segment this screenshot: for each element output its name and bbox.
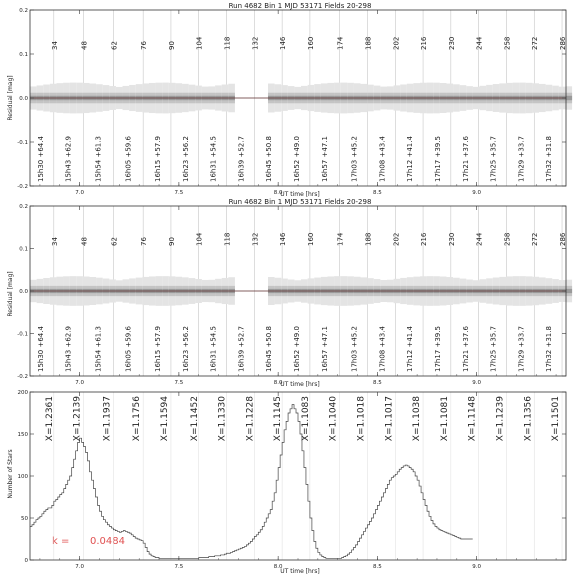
x-tick-label: 9.0: [472, 190, 482, 196]
airmass-label: X=1.2361: [44, 396, 55, 442]
field-number-label: 90: [167, 41, 176, 50]
coordinate-label: 16h52 +49.0: [293, 136, 302, 182]
y-tick-label: 200: [17, 390, 28, 396]
coordinate-label: 17h08 +43.4: [378, 136, 387, 182]
coordinate-label: 16h15 +57.9: [154, 136, 163, 182]
field-number-label: 188: [364, 36, 373, 50]
field-number-label: 230: [447, 36, 456, 50]
coordinate-label: 16h52 +49.0: [293, 326, 302, 372]
panel-1-ylabel: Residual [mag]: [7, 75, 14, 121]
field-number-label: 230: [447, 232, 456, 246]
coordinate-label: 16h31 +54.5: [209, 136, 218, 182]
field-number-label: 272: [531, 232, 540, 246]
coordinate-label: 17h08 +43.4: [378, 326, 387, 372]
panel-1-xlabel: UT time [hrs]: [280, 191, 320, 198]
panel-1-plot: [17, 8, 572, 196]
coordinate-label: 16h05 +59.6: [124, 136, 133, 182]
field-number-label: 146: [279, 36, 288, 50]
y-tick-label: 0.1: [19, 246, 28, 253]
field-number-label: 62: [110, 237, 119, 246]
field-number-label: 132: [251, 232, 260, 246]
y-tick-label: 0.2: [19, 8, 28, 14]
airmass-label: X=1.1040: [328, 396, 339, 442]
coordinate-label: 17h32 +31.8: [545, 136, 554, 182]
y-tick-label: 150: [17, 432, 28, 438]
y-tick-label: -0.2: [17, 374, 28, 380]
y-tick-label: 0: [24, 558, 28, 564]
airmass-label: X=1.1501: [551, 396, 562, 442]
coordinate-label: 16h15 +57.9: [154, 326, 163, 372]
field-number-label: 160: [306, 36, 315, 50]
field-number-label: 76: [140, 237, 149, 246]
coordinate-label: 16h39 +52.7: [237, 326, 246, 372]
coordinate-label: 17h29 +33.7: [517, 326, 526, 372]
y-tick-label: 0.1: [19, 52, 28, 58]
coordinate-label: 16h05 +59.6: [124, 326, 133, 372]
field-number-label: 286: [559, 36, 568, 50]
field-number-label: 160: [306, 232, 315, 246]
y-tick-label: 0.0: [19, 96, 28, 102]
field-number-label: 104: [195, 232, 204, 246]
histogram-panel: [7, 390, 566, 575]
x-tick-label: 7.5: [174, 564, 184, 570]
x-tick-label: 7.5: [174, 190, 184, 196]
x-tick-label: 9.0: [472, 564, 482, 570]
coordinate-label: 17h25 +35.7: [489, 136, 498, 182]
field-number-label: 244: [475, 232, 484, 246]
panel-3-xlabel: UT time [hrs]: [280, 568, 320, 575]
residual-panel-2: [7, 198, 572, 388]
coordinate-label: 16h23 +56.2: [181, 326, 190, 372]
y-tick-label: 0.2: [19, 204, 28, 210]
coordinate-label: 15h54 +61.3: [94, 136, 103, 182]
coordinate-label: 17h29 +33.7: [517, 136, 526, 182]
panel-2-ylabel: Residual [mag]: [7, 271, 14, 317]
coordinate-label: 17h17 +39.5: [433, 136, 442, 182]
panel-3-ylabel: Number of Stars: [7, 449, 14, 499]
field-number-label: 76: [140, 41, 149, 50]
airmass-label: X=1.1083: [300, 396, 311, 442]
field-number-label: 174: [336, 232, 345, 246]
coordinate-label: 16h39 +52.7: [237, 136, 246, 182]
field-number-label: 104: [195, 36, 204, 50]
x-tick-label: 8.0: [273, 564, 283, 570]
field-number-label: 286: [559, 232, 568, 246]
field-number-label: 62: [110, 41, 119, 50]
x-tick-label: 8.5: [373, 380, 382, 386]
y-tick-label: 50: [21, 516, 28, 522]
field-number-label: 34: [50, 41, 59, 50]
coordinate-label: 16h57 +47.1: [320, 326, 329, 372]
field-number-label: 272: [531, 36, 540, 50]
field-number-label: 132: [251, 36, 260, 50]
coordinate-label: 16h45 +50.8: [265, 326, 274, 372]
panel-1-title: Run 4682 Bin 1 MJD 53171 Fields 20-298: [228, 2, 372, 10]
coordinate-label: 16h23 +56.2: [181, 136, 190, 182]
field-number-label: 48: [80, 237, 89, 246]
y-tick-label: -0.2: [17, 184, 28, 190]
airmass-label: X=1.1081: [439, 396, 450, 442]
airmass-label: X=1.1356: [523, 396, 534, 442]
panel-2-xlabel: UT time [hrs]: [280, 381, 320, 388]
x-tick-label: 8.5: [373, 564, 382, 570]
coordinate-label: 17h21 +37.6: [461, 326, 470, 372]
residual-panel-1: [7, 2, 572, 198]
coordinate-label: 16h57 +47.1: [320, 136, 329, 182]
x-tick-label: 7.0: [75, 190, 85, 196]
k-value: 0.0484: [90, 536, 125, 547]
residual-density-core: [565, 96, 572, 100]
coordinate-label: 16h45 +50.8: [265, 136, 274, 182]
field-number-label: 34: [50, 237, 59, 246]
airmass-label: X=1.1937: [102, 396, 113, 442]
coordinate-label: 15h30 +64.4: [36, 326, 45, 372]
panel-2-title: Run 4682 Bin 1 MJD 53171 Fields 20-298: [228, 198, 372, 206]
x-tick-label: 9.0: [472, 380, 482, 386]
y-tick-label: -0.1: [17, 140, 28, 146]
field-number-label: 216: [420, 232, 429, 246]
coordinate-label: 17h12 +41.4: [406, 136, 415, 182]
airmass-label: X=1.2139: [72, 396, 83, 442]
airmass-label: X=1.1017: [384, 396, 395, 442]
y-tick-label: 100: [17, 474, 28, 480]
airmass-label: X=1.1239: [495, 396, 506, 442]
x-tick-label: 8.5: [373, 190, 382, 196]
coordinate-label: 17h03 +45.2: [350, 326, 359, 372]
airmass-label: X=1.1018: [356, 396, 367, 442]
x-tick-label: 8.0: [273, 380, 283, 386]
x-tick-label: 7.0: [75, 564, 85, 570]
x-tick-label: 8.0: [273, 190, 283, 196]
field-number-label: 174: [336, 36, 345, 50]
field-number-label: 202: [392, 36, 401, 50]
airmass-label: X=1.1756: [132, 396, 143, 442]
coordinate-label: 15h30 +64.4: [36, 136, 45, 182]
field-number-label: 118: [223, 36, 232, 50]
airmass-label: X=1.1228: [245, 396, 256, 442]
field-number-label: 188: [364, 232, 373, 246]
coordinate-label: 16h31 +54.5: [209, 326, 218, 372]
field-number-label: 258: [503, 36, 512, 50]
panel-2-plot: [17, 204, 572, 386]
x-tick-label: 7.5: [174, 380, 184, 386]
coordinate-label: 15h43 +62.9: [64, 136, 73, 182]
airmass-label: X=1.1145: [273, 396, 284, 442]
field-number-label: 90: [167, 237, 176, 246]
coordinate-label: 15h54 +61.3: [94, 326, 103, 372]
airmass-label: X=1.1330: [217, 396, 228, 442]
airmass-label: X=1.1452: [189, 396, 200, 442]
coordinate-label: 17h03 +45.2: [350, 136, 359, 182]
k-label: k =: [52, 536, 70, 547]
airmass-label: X=1.1594: [160, 396, 171, 442]
y-tick-label: -0.1: [17, 331, 28, 338]
field-number-label: 48: [80, 41, 89, 50]
coordinate-label: 17h25 +35.7: [489, 326, 498, 372]
field-number-label: 258: [503, 232, 512, 246]
airmass-label: X=1.1038: [412, 396, 423, 442]
field-number-label: 244: [475, 36, 484, 50]
field-number-label: 216: [420, 36, 429, 50]
x-tick-label: 7.0: [75, 380, 85, 386]
residual-density-core: [565, 289, 572, 293]
coordinate-label: 17h17 +39.5: [433, 326, 442, 372]
field-number-label: 202: [392, 232, 401, 246]
airmass-label: X=1.1148: [467, 396, 478, 442]
field-number-label: 118: [223, 232, 232, 246]
coordinate-label: 17h21 +37.6: [461, 136, 470, 182]
coordinate-label: 17h32 +31.8: [545, 326, 554, 372]
field-number-label: 146: [279, 232, 288, 246]
coordinate-label: 15h43 +62.9: [64, 326, 73, 372]
coordinate-label: 17h12 +41.4: [406, 326, 415, 372]
y-tick-label: 0.0: [19, 289, 28, 295]
